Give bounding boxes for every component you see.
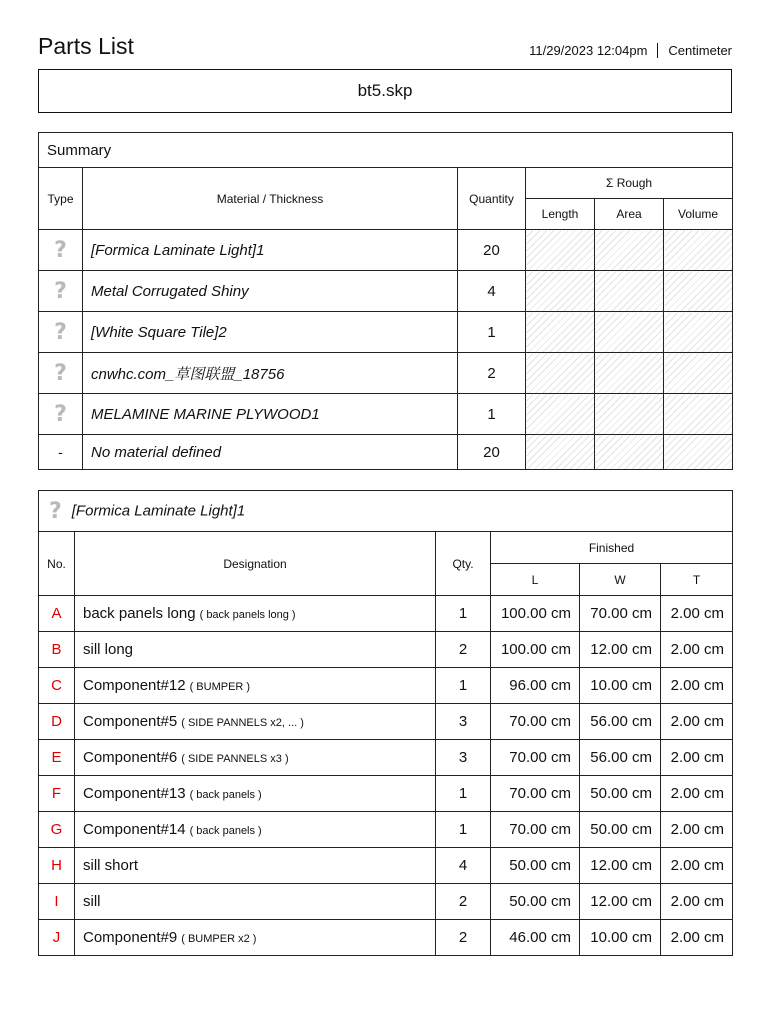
part-name: sill long xyxy=(83,641,134,658)
part-letter: G xyxy=(39,812,75,848)
part-letter: J xyxy=(39,920,75,956)
part-qty: 2 xyxy=(436,632,491,668)
part-thickness: 2.00 cm xyxy=(661,668,733,704)
page-title: Parts List xyxy=(38,33,134,59)
part-length: 100.00 cm xyxy=(491,632,580,668)
part-length: 96.00 cm xyxy=(491,668,580,704)
part-designation xyxy=(75,740,436,776)
part-row xyxy=(39,668,733,704)
part-qty: 1 xyxy=(436,812,491,848)
material-quantity: 2 xyxy=(458,353,526,394)
detail-material-title xyxy=(39,491,733,532)
unknown-type-icon: ? xyxy=(54,278,67,304)
col-t-header: T xyxy=(661,564,733,596)
rough-area-cell xyxy=(595,435,664,470)
part-length: 46.00 cm xyxy=(491,920,580,956)
part-length: 100.00 cm xyxy=(491,596,580,632)
summary-row xyxy=(39,353,733,394)
summary-row xyxy=(39,435,733,470)
rough-volume-cell xyxy=(664,271,733,312)
col-qty-header: Qty. xyxy=(436,532,491,596)
part-row xyxy=(39,884,733,920)
part-row xyxy=(39,740,733,776)
part-length: 70.00 cm xyxy=(491,812,580,848)
part-row xyxy=(39,632,733,668)
part-thickness: 2.00 cm xyxy=(661,632,733,668)
part-note: ( BUMPER ) xyxy=(189,681,251,693)
material-quantity: 20 xyxy=(458,435,526,470)
material-name: cnwhc.com_草图联盟_18756 xyxy=(83,353,458,394)
part-row xyxy=(39,848,733,884)
part-width: 56.00 cm xyxy=(580,740,661,776)
part-length: 50.00 cm xyxy=(491,848,580,884)
material-name: [White Square Tile]2 xyxy=(83,312,458,353)
part-designation xyxy=(75,668,436,704)
part-qty: 3 xyxy=(436,740,491,776)
part-width: 70.00 cm xyxy=(580,596,661,632)
part-note: ( back panels long ) xyxy=(199,609,296,621)
part-name: Component#12 xyxy=(83,677,186,694)
material-name: MELAMINE MARINE PLYWOOD1 xyxy=(83,394,458,435)
part-note: ( SIDE PANNELS x2, ... ) xyxy=(181,717,304,729)
unknown-type-icon: ? xyxy=(54,319,67,345)
part-note: ( SIDE PANNELS x3 ) xyxy=(181,753,289,765)
rough-length-cell xyxy=(526,271,595,312)
part-letter: B xyxy=(39,632,75,668)
unknown-type-icon: ? xyxy=(54,401,67,427)
summary-row xyxy=(39,312,733,353)
file-name: bt5.skp xyxy=(357,81,413,100)
part-thickness: 2.00 cm xyxy=(661,884,733,920)
part-row xyxy=(39,776,733,812)
rough-length-cell xyxy=(526,353,595,394)
part-qty: 1 xyxy=(436,776,491,812)
summary-title: Summary xyxy=(39,133,733,168)
part-thickness: 2.00 cm xyxy=(661,704,733,740)
part-width: 12.00 cm xyxy=(580,632,661,668)
material-quantity: 20 xyxy=(458,230,526,271)
rough-area-cell xyxy=(595,230,664,271)
part-qty: 2 xyxy=(436,884,491,920)
col-finished-header: Finished xyxy=(491,532,733,564)
part-length: 70.00 cm xyxy=(491,704,580,740)
rough-length-cell xyxy=(526,230,595,271)
part-width: 56.00 cm xyxy=(580,704,661,740)
part-letter: C xyxy=(39,668,75,704)
part-letter: D xyxy=(39,704,75,740)
part-designation xyxy=(75,884,436,920)
part-row xyxy=(39,812,733,848)
material-name: [Formica Laminate Light]1 xyxy=(83,230,458,271)
col-rough-header: Σ Rough xyxy=(526,168,733,199)
summary-title-row xyxy=(39,133,733,168)
part-thickness: 2.00 cm xyxy=(661,920,733,956)
summary-row xyxy=(39,271,733,312)
rough-length-cell xyxy=(526,394,595,435)
page-header xyxy=(38,30,732,66)
summary-row xyxy=(39,230,733,271)
part-width: 10.00 cm xyxy=(580,668,661,704)
part-qty: 1 xyxy=(436,668,491,704)
part-width: 50.00 cm xyxy=(580,776,661,812)
part-letter: H xyxy=(39,848,75,884)
part-designation xyxy=(75,704,436,740)
rough-volume-cell xyxy=(664,312,733,353)
meta-divider xyxy=(657,43,658,58)
col-designation-header: Designation xyxy=(75,532,436,596)
part-width: 12.00 cm xyxy=(580,848,661,884)
col-quantity-header: Quantity xyxy=(458,168,526,230)
rough-area-cell xyxy=(595,271,664,312)
unknown-type-icon: ? xyxy=(49,498,62,524)
report-datetime: 11/29/2023 12:04pm xyxy=(529,43,648,58)
part-name: Component#14 xyxy=(83,821,186,838)
part-thickness: 2.00 cm xyxy=(661,776,733,812)
part-width: 50.00 cm xyxy=(580,812,661,848)
rough-area-cell xyxy=(595,353,664,394)
part-letter: I xyxy=(39,884,75,920)
part-name: back panels long xyxy=(83,605,196,622)
summary-header-row xyxy=(39,168,733,199)
rough-area-cell xyxy=(595,312,664,353)
detail-header-row xyxy=(39,532,733,564)
part-qty: 1 xyxy=(436,596,491,632)
part-name: sill xyxy=(83,893,101,910)
col-area-header: Area xyxy=(595,199,664,230)
part-designation xyxy=(75,776,436,812)
col-length-header: Length xyxy=(526,199,595,230)
part-name: Component#6 xyxy=(83,749,178,766)
summary-row xyxy=(39,394,733,435)
rough-length-cell xyxy=(526,435,595,470)
part-thickness: 2.00 cm xyxy=(661,812,733,848)
part-row xyxy=(39,704,733,740)
part-width: 12.00 cm xyxy=(580,884,661,920)
rough-volume-cell xyxy=(664,394,733,435)
part-thickness: 2.00 cm xyxy=(661,848,733,884)
material-name: Metal Corrugated Shiny xyxy=(83,271,458,312)
part-name: Component#5 xyxy=(83,713,178,730)
part-name: Component#13 xyxy=(83,785,186,802)
report-meta xyxy=(529,43,732,58)
col-w-header: W xyxy=(580,564,661,596)
part-designation xyxy=(75,632,436,668)
rough-volume-cell xyxy=(664,435,733,470)
part-name: sill short xyxy=(83,857,139,874)
part-letter: E xyxy=(39,740,75,776)
rough-area-cell xyxy=(595,394,664,435)
part-qty: 4 xyxy=(436,848,491,884)
part-row xyxy=(39,920,733,956)
no-type-dash: - xyxy=(39,435,83,470)
part-name: Component#9 xyxy=(83,929,178,946)
part-designation xyxy=(75,596,436,632)
part-letter: A xyxy=(39,596,75,632)
part-designation xyxy=(75,848,436,884)
part-length: 70.00 cm xyxy=(491,776,580,812)
file-name-box xyxy=(38,69,732,113)
part-designation xyxy=(75,920,436,956)
part-designation xyxy=(75,812,436,848)
part-row xyxy=(39,596,733,632)
part-note: ( back panels ) xyxy=(189,789,262,801)
unknown-type-icon: ? xyxy=(54,360,67,386)
col-no-header: No. xyxy=(39,532,75,596)
material-quantity: 1 xyxy=(458,394,526,435)
part-thickness: 2.00 cm xyxy=(661,740,733,776)
col-material-header: Material / Thickness xyxy=(83,168,458,230)
material-quantity: 4 xyxy=(458,271,526,312)
part-letter: F xyxy=(39,776,75,812)
part-note: ( BUMPER x2 ) xyxy=(181,933,257,945)
part-thickness: 2.00 cm xyxy=(661,596,733,632)
rough-volume-cell xyxy=(664,353,733,394)
col-l-header: L xyxy=(491,564,580,596)
parts-detail-table xyxy=(38,490,733,956)
material-name: No material defined xyxy=(83,435,458,470)
part-length: 50.00 cm xyxy=(491,884,580,920)
rough-length-cell xyxy=(526,312,595,353)
units-label: Centimeter xyxy=(668,43,732,58)
col-type-header: Type xyxy=(39,168,83,230)
part-length: 70.00 cm xyxy=(491,740,580,776)
col-volume-header: Volume xyxy=(664,199,733,230)
unknown-type-icon: ? xyxy=(54,237,67,263)
material-quantity: 1 xyxy=(458,312,526,353)
part-note: ( back panels ) xyxy=(189,825,262,837)
part-qty: 3 xyxy=(436,704,491,740)
summary-table xyxy=(38,132,733,470)
detail-title-row xyxy=(39,491,733,532)
part-width: 10.00 cm xyxy=(580,920,661,956)
rough-volume-cell xyxy=(664,230,733,271)
detail-material-name: [Formica Laminate Light]1 xyxy=(71,501,246,519)
part-qty: 2 xyxy=(436,920,491,956)
